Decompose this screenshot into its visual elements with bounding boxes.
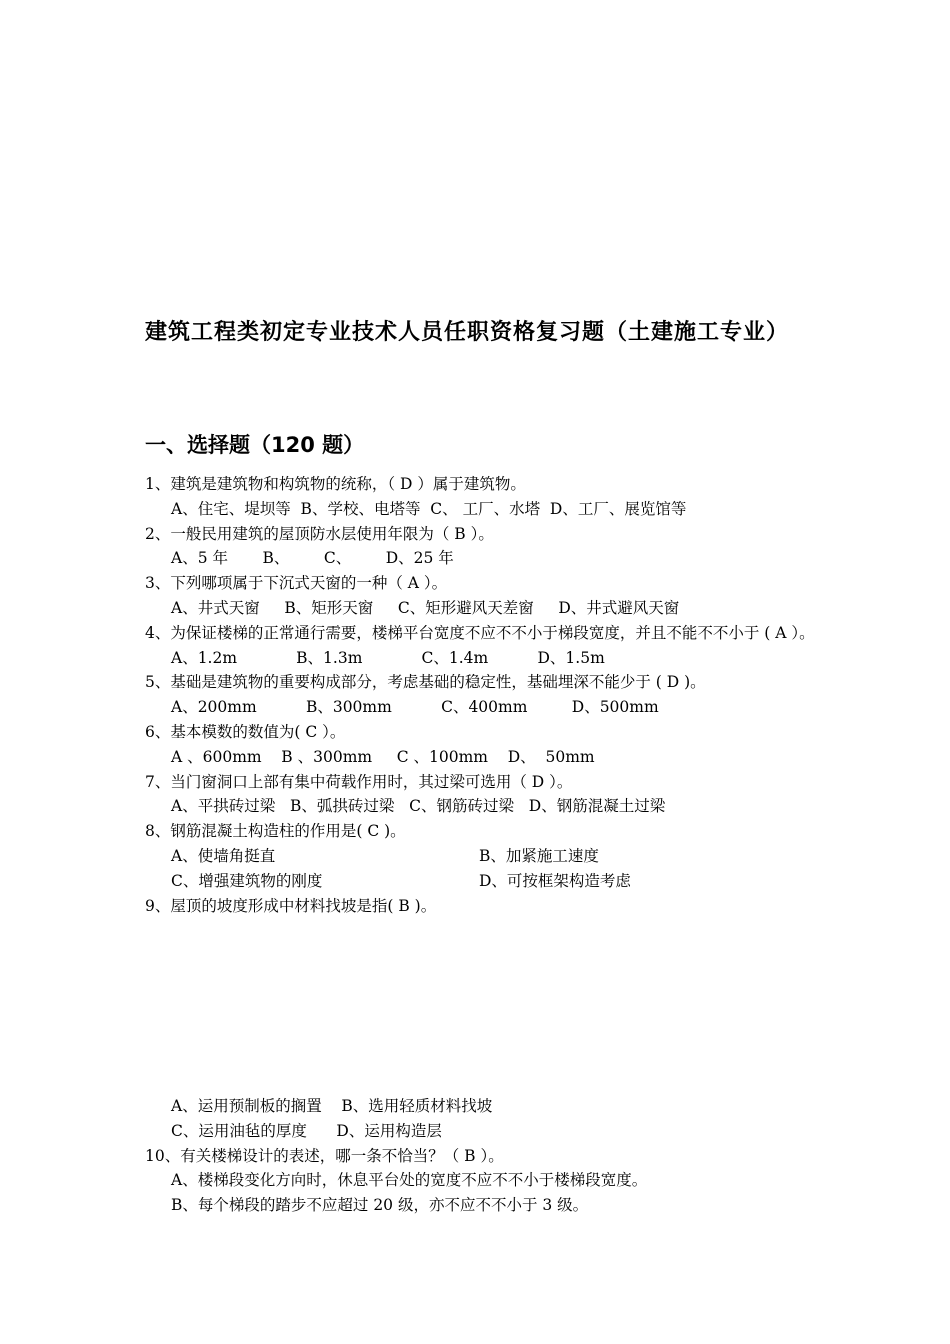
- question-5-stem: 5、基础是建筑物的重要构成部分，考虑基础的稳定性，基础埋深不能少于 ( D )。: [145, 673, 706, 692]
- question-2-stem: 2、一般民用建筑的屋顶防水层使用年限为（ B ）。: [145, 524, 494, 543]
- question-1-options: A、住宅、堤坝等 B、学校、电塔等 C、 工厂、水塔 D、工厂、展览馆等: [171, 499, 687, 518]
- question-10-option-b: B、每个梯段的踏步不应超过 20 级，亦不应不不小于 3 级。: [171, 1196, 589, 1215]
- document-title: 建筑工程类初定专业技术人员任职资格复习题（土建施工专业）: [145, 320, 790, 345]
- question-9-options-line-2: C、运用油毡的厚度 D、运用构造层: [171, 1121, 442, 1140]
- question-1-stem: 1、建筑是建筑物和构筑物的统称，（ D ）属于建筑物。: [145, 475, 526, 493]
- question-8-options-row-2: [145, 869, 825, 894]
- question-8-stem: 8、钢筋混凝土构造柱的作用是( C )。: [145, 822, 406, 841]
- question-10-option-a: A、楼梯段变化方向时，休息平台处的宽度不应不不小于楼梯段宽度。: [171, 1171, 648, 1190]
- question-6-stem: 6、基本模数的数值为( C ）。: [145, 722, 346, 741]
- question-8-option-b: B、加紧施工速度: [479, 846, 599, 865]
- question-8-option-d: D、可按框架构造考虑: [479, 871, 631, 890]
- question-block-lower: [145, 1094, 825, 1218]
- question-4-stem: 4、为保证楼梯的正常通行需要，楼梯平台宽度不应不不小于梯段宽度，并且不能不不小于 ( A ）。: [145, 623, 815, 642]
- question-6-options: A 、600mm B 、300mm C 、100mm D、 50mm: [171, 747, 595, 766]
- question-7-stem: 7、当门窗洞口上部有集中荷载作用时，其过梁可选用（ D ）。: [145, 772, 573, 791]
- question-8-option-a: A、使墙角挺直: [171, 846, 276, 865]
- question-9-options-line-1: A、运用预制板的搁置 B、选用轻质材料找坡: [171, 1097, 493, 1115]
- question-7-options: A、平拱砖过梁 B、弧拱砖过梁 C、钢筋砖过梁 D、钢筋混凝土过梁: [171, 797, 666, 816]
- question-3-options: A、井式天窗 B、矩形天窗 C、矩形避风天差窗 D、井式避风天窗: [171, 598, 680, 617]
- question-3-stem: 3、下列哪项属于下沉式天窗的一种（ A ）。: [145, 574, 448, 593]
- question-5-options: A、200mm B、300mm C、400mm D、500mm: [171, 698, 659, 717]
- question-2-options: A、5 年 B、 C、 D、25 年: [171, 549, 454, 568]
- question-8-options-row-1: [145, 844, 825, 869]
- question-4-options: A、1.2m B、1.3m C、1.4m D、1.5m: [171, 648, 605, 667]
- section-heading: 一、选择题（120 题）: [145, 433, 365, 457]
- question-block-upper: [145, 472, 825, 918]
- question-8-option-c: C、增强建筑物的刚度: [171, 871, 323, 890]
- question-10-stem: 10、有关楼梯设计的表述，哪一条不恰当？（ B ）。: [145, 1146, 504, 1165]
- question-9-stem: 9、屋顶的坡度形成中材料找坡是指( B )。: [145, 896, 437, 915]
